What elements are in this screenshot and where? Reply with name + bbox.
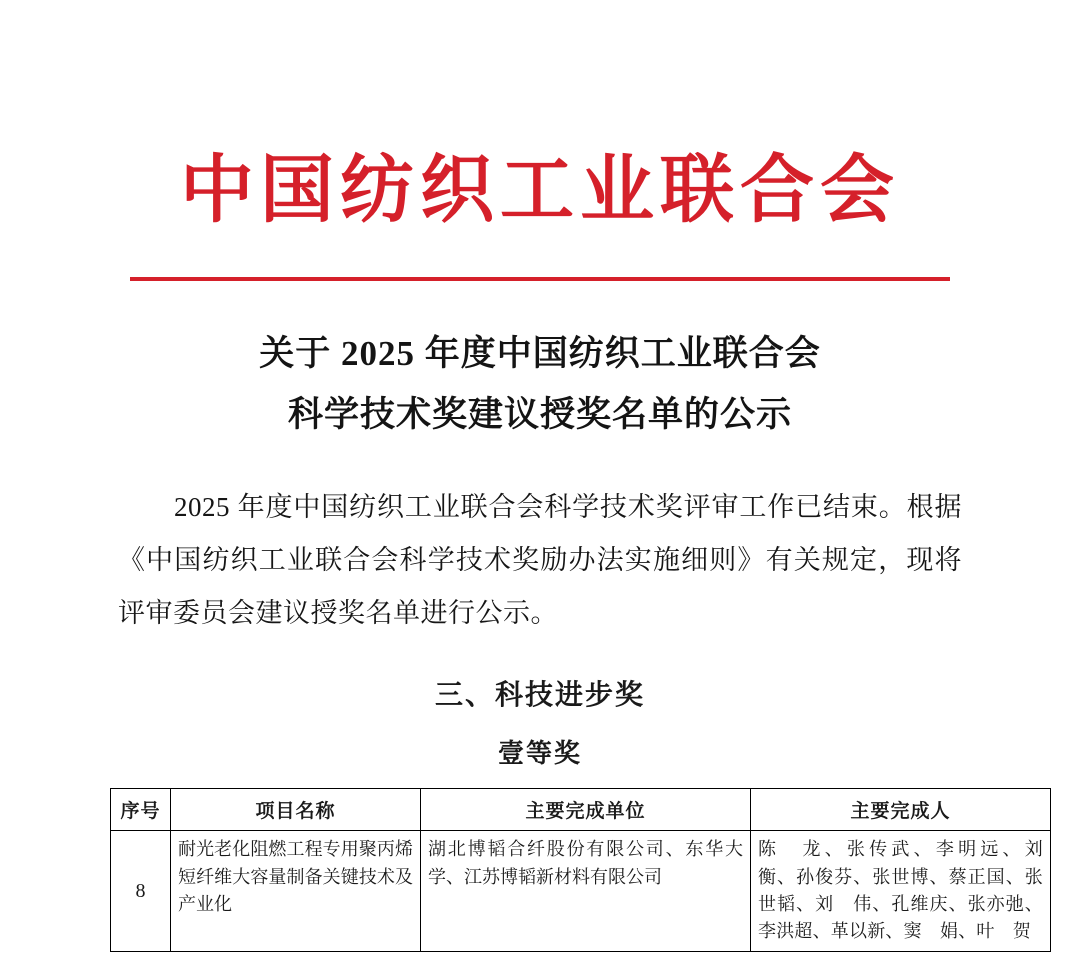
page-title <box>110 323 970 446</box>
announcement-paragraph: 2025 年度中国纺织工业联合会科学技术奖评审工作已结束。根据《中国纺织工业联合会科学技术奖励办法实施细则》有关规定，现将评审委员会建议授奖名单进行公示。 <box>118 492 962 628</box>
award-list-table <box>110 788 1062 951</box>
table-row <box>111 831 1051 951</box>
page-title-line-1: 关于 2025 年度中国纺织工业联合会 <box>259 333 821 373</box>
column-header-project: 项目名称 <box>171 789 421 831</box>
masthead-divider <box>130 277 950 281</box>
column-header-people: 主要完成人 <box>751 789 1051 831</box>
cell-project: 耐光老化阻燃工程专用聚丙烯短纤维大容量制备关键技术及产业化 <box>171 831 421 951</box>
table-header-row <box>111 789 1051 831</box>
cell-people: 陈 龙、张传武、李明远、刘 衡、孙俊芬、张世博、蔡正国、张世韬、刘 伟、孔维庆、张亦弛、李洪超、革以新、窦 娟、叶 贺 <box>751 831 1051 951</box>
page-title-line-2: 科学技术奖建议授奖名单的公示 <box>287 395 792 435</box>
cell-index: 8 <box>111 831 171 951</box>
column-header-index: 序号 <box>111 789 171 831</box>
column-header-units: 主要完成单位 <box>421 789 751 831</box>
section-heading: 三、科技进步奖 <box>434 680 645 712</box>
award-level-heading: 壹等奖 <box>497 739 582 769</box>
organization-title: 中国纺织工业联合会 <box>180 150 900 232</box>
cell-units: 湖北博韬合纤股份有限公司、东华大学、江苏博韬新材料有限公司 <box>421 831 751 951</box>
announcement-body <box>110 481 970 639</box>
masthead <box>110 0 970 281</box>
